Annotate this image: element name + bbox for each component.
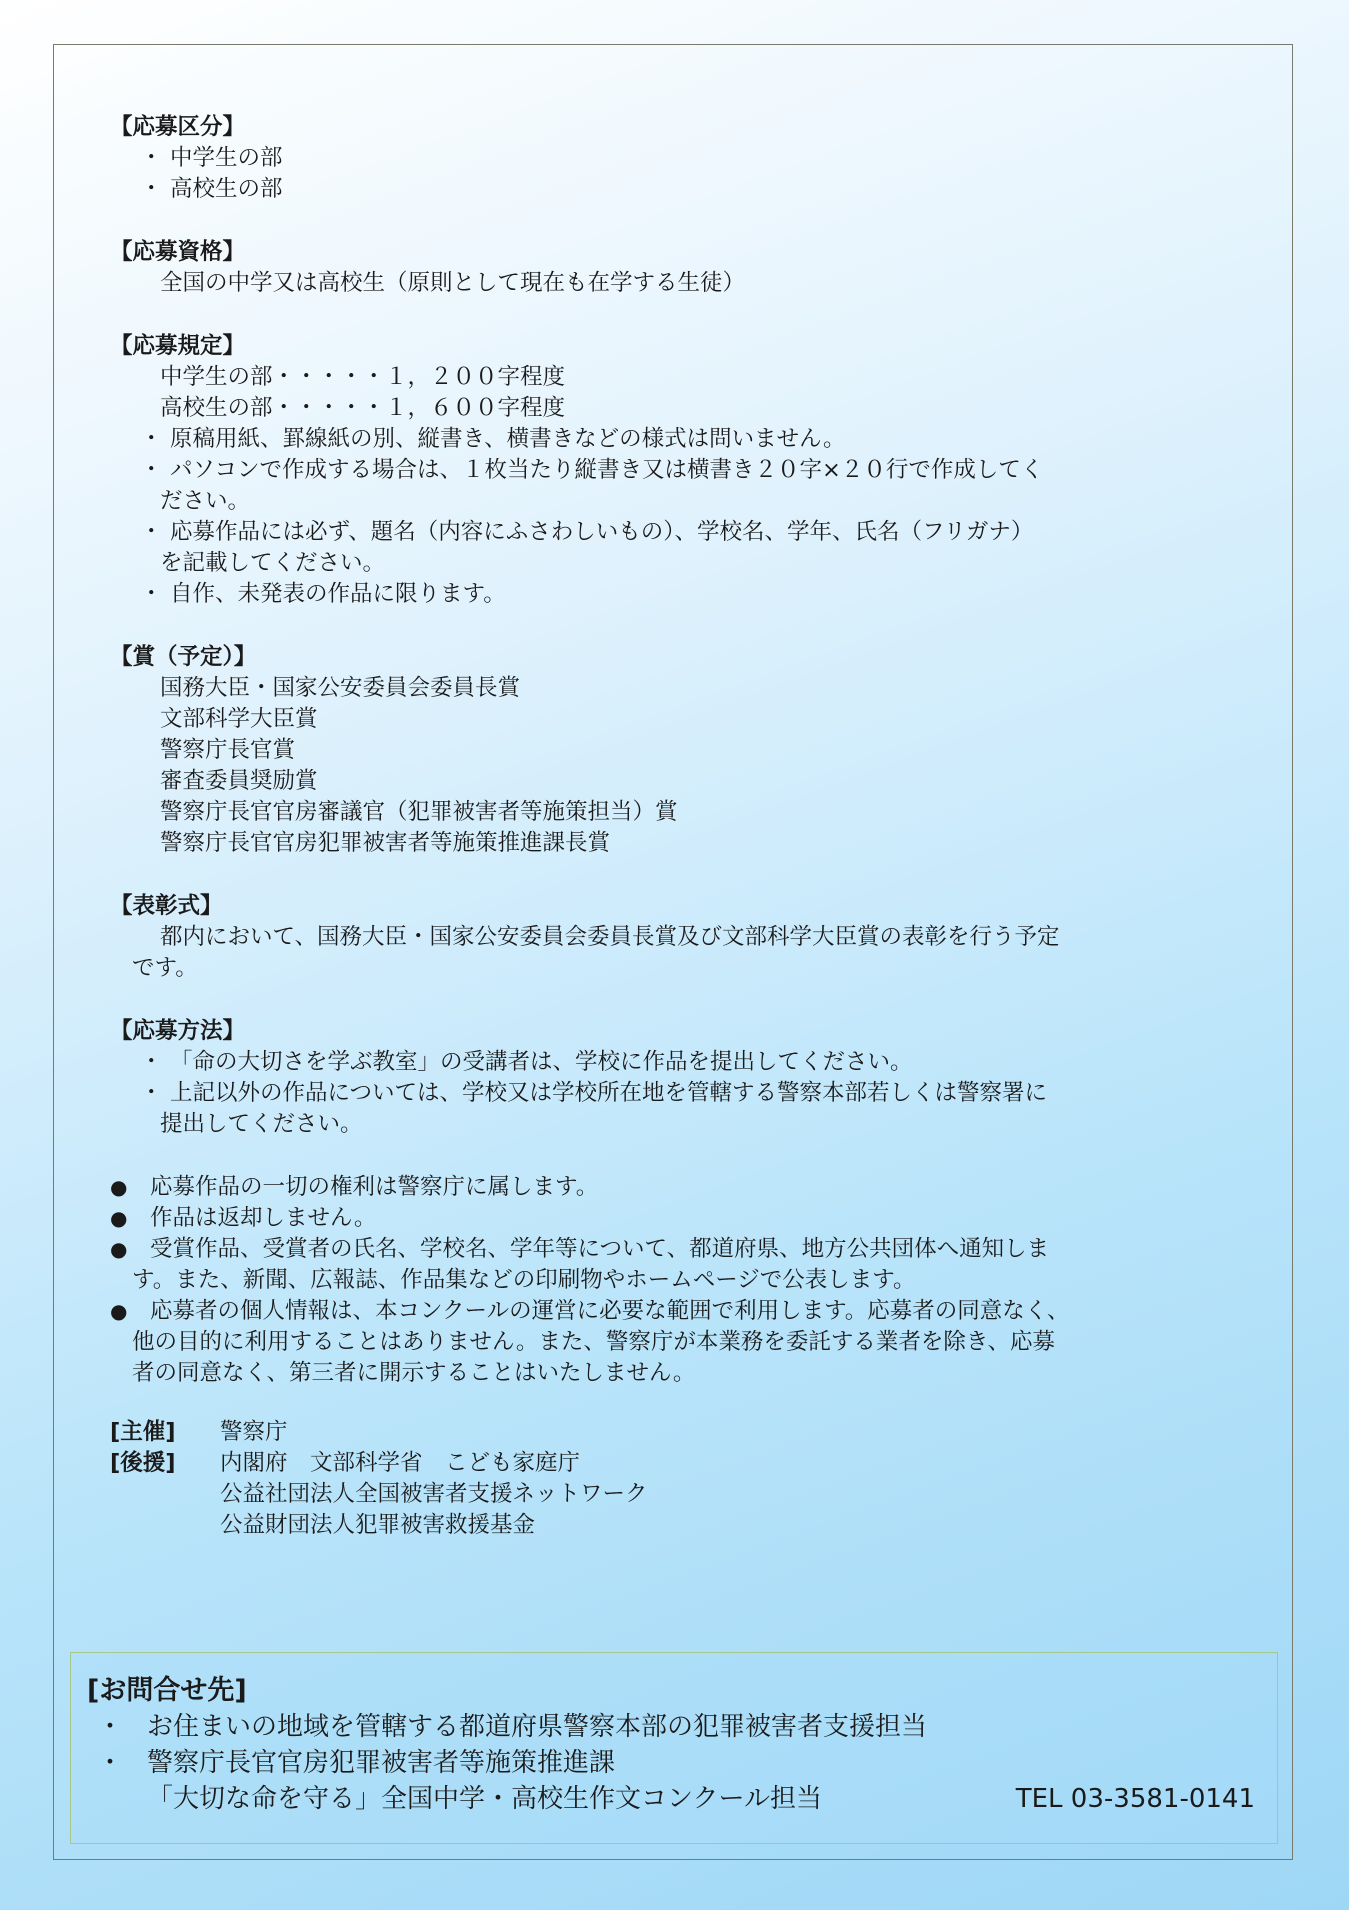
award-item: 警察庁長官官房犯罪被害者等施策推進課長賞: [160, 830, 611, 856]
list-item: [110, 174, 1240, 205]
note-text-cont: 他の目的に利用することはありません。また、警察庁が本業務を委託する業者を除き、応募: [132, 1329, 1055, 1355]
note-text-cont: す。また、新聞、広報誌、作品集などの印刷物やホームページで公表します。: [132, 1267, 916, 1293]
list-item: [110, 143, 1240, 174]
contact-item-text: 警察庁長官官房犯罪被害者等施策推進課: [147, 1748, 616, 1778]
list-item-text: パソコンで作成する場合は、１枚当たり縦書き又は横書き２０字×２０行で作成してく: [170, 457, 1044, 483]
bullet-icon: ・: [97, 1712, 124, 1742]
note-text: 応募者の個人情報は、本コンクールの運営に必要な範囲で利用します。応募者の同意なく、: [150, 1298, 1070, 1324]
section-awards: [110, 642, 1240, 859]
main-content: [110, 112, 1240, 1541]
list-item-text: 応募作品には必ず、題名（内容にふさわしいもの）、学校名、学年、氏名（フリガナ）: [170, 519, 1034, 545]
section-notes: [110, 1172, 1240, 1389]
note-text-cont: 者の同意なく、第三者に開示することはいたしません。: [132, 1360, 696, 1386]
bullet-dot-icon: ●: [110, 1206, 128, 1230]
note-item: [110, 1172, 1240, 1203]
section-eligibility: [110, 237, 1240, 299]
awards-heading: 【賞（予定）】: [110, 644, 257, 670]
bullet-icon: ・: [140, 519, 163, 545]
bullet-icon: ・: [140, 145, 163, 171]
ceremony-text-cont: です。: [132, 955, 198, 981]
list-item: [110, 455, 1240, 486]
note-item: [110, 1234, 1240, 1265]
bullet-icon: ・: [140, 1080, 163, 1106]
rules-heading: 【応募規定】: [110, 333, 246, 359]
award-item: 文部科学大臣賞: [160, 706, 318, 732]
support-row: [110, 1448, 1240, 1541]
list-item-text: 高校生の部: [170, 176, 283, 202]
bullet-icon: ・: [140, 176, 163, 202]
bullet-icon: ・: [140, 581, 163, 607]
award-item: 警察庁長官賞: [160, 737, 296, 763]
contact-item-text: お住まいの地域を管轄する都道府県警察本部の犯罪被害者支援担当: [147, 1712, 928, 1742]
award-item: 警察庁長官官房審議官（犯罪被害者等施策担当）賞: [160, 799, 678, 825]
award-item: 審査委員奨励賞: [160, 768, 318, 794]
method-heading: 【応募方法】: [110, 1018, 246, 1044]
category-heading: 【応募区分】: [110, 114, 246, 140]
bullet-dot-icon: ●: [110, 1299, 128, 1323]
bullet-dot-icon: ●: [110, 1175, 128, 1199]
bullet-dot-icon: ●: [110, 1237, 128, 1261]
contact-sub-row: [87, 1781, 1267, 1817]
contact-title: [お問合せ先]: [87, 1675, 247, 1706]
support-key: [後援]: [110, 1450, 176, 1476]
list-item-text: 原稿用紙、罫線紙の別、縦書き、横書きなどの様式は問いません。: [170, 426, 846, 452]
ceremony-text: 都内において、国務大臣・国家公安委員会委員長賞及び文部科学大臣賞の表彰を行う予定: [160, 924, 1060, 950]
contact-box: [70, 1652, 1278, 1844]
organizer-row: [110, 1417, 1240, 1448]
note-item: [110, 1296, 1240, 1327]
list-item-text: 上記以外の作品については、学校又は学校所在地を管轄する警察本部若しくは警察署に: [170, 1080, 1048, 1106]
note-text: 応募作品の一切の権利は警察庁に属します。: [150, 1174, 599, 1200]
list-item: [110, 424, 1240, 455]
rules-limit: 高校生の部・・・・・１，６００字程度: [160, 395, 566, 421]
section-category: [110, 112, 1240, 205]
list-item: [110, 1078, 1240, 1109]
support-value: 内閣府 文部科学省 こども家庭庁: [220, 1450, 581, 1476]
organizer-key: [主催]: [110, 1419, 176, 1445]
rules-limit: 中学生の部・・・・・１，２００字程度: [160, 364, 566, 390]
bullet-icon: ・: [140, 1049, 163, 1075]
note-item: [110, 1203, 1240, 1234]
eligibility-heading: 【応募資格】: [110, 239, 246, 265]
bullet-icon: ・: [140, 426, 163, 452]
note-text: 作品は返却しません。: [150, 1205, 377, 1231]
support-value: 公益財団法人犯罪被害救援基金: [220, 1512, 536, 1538]
ceremony-heading: 【表彰式】: [110, 893, 223, 919]
list-item-continuation: を記載してください。: [160, 550, 386, 576]
list-item-text: 自作、未発表の作品に限ります。: [170, 581, 506, 607]
organizer-value: 警察庁: [220, 1419, 288, 1445]
section-ceremony: [110, 891, 1240, 984]
contact-content: [87, 1673, 1267, 1817]
list-item-text: 中学生の部: [170, 145, 283, 171]
list-item-text: 「命の大切さを学ぶ教室」の受講者は、学校に作品を提出してください。: [170, 1049, 913, 1075]
section-method: [110, 1016, 1240, 1140]
list-item-continuation: ださい。: [160, 488, 251, 514]
support-value: 公益社団法人全国被害者支援ネットワーク: [220, 1481, 648, 1507]
eligibility-text: 全国の中学又は高校生（原則として現在も在学する生徒）: [160, 270, 746, 296]
bullet-icon: ・: [97, 1748, 124, 1778]
section-rules: [110, 331, 1240, 610]
contact-tel: TEL 03-3581-0141: [1015, 1784, 1255, 1814]
section-sponsors: [110, 1417, 1240, 1541]
list-item: [110, 517, 1240, 548]
bullet-icon: ・: [140, 457, 163, 483]
list-item: [110, 579, 1240, 610]
list-item: [110, 1047, 1240, 1078]
contact-item: [87, 1709, 1267, 1745]
list-item-continuation: 提出してください。: [160, 1111, 363, 1137]
award-item: 国務大臣・国家公安委員会委員長賞: [160, 675, 521, 701]
contact-item: [87, 1745, 1267, 1781]
contact-sub: 「大切な命を守る」全国中学・高校生作文コンクール担当: [147, 1784, 822, 1814]
note-text: 受賞作品、受賞者の氏名、学校名、学年等について、都道府県、地方公共団体へ通知しま: [150, 1236, 1050, 1262]
